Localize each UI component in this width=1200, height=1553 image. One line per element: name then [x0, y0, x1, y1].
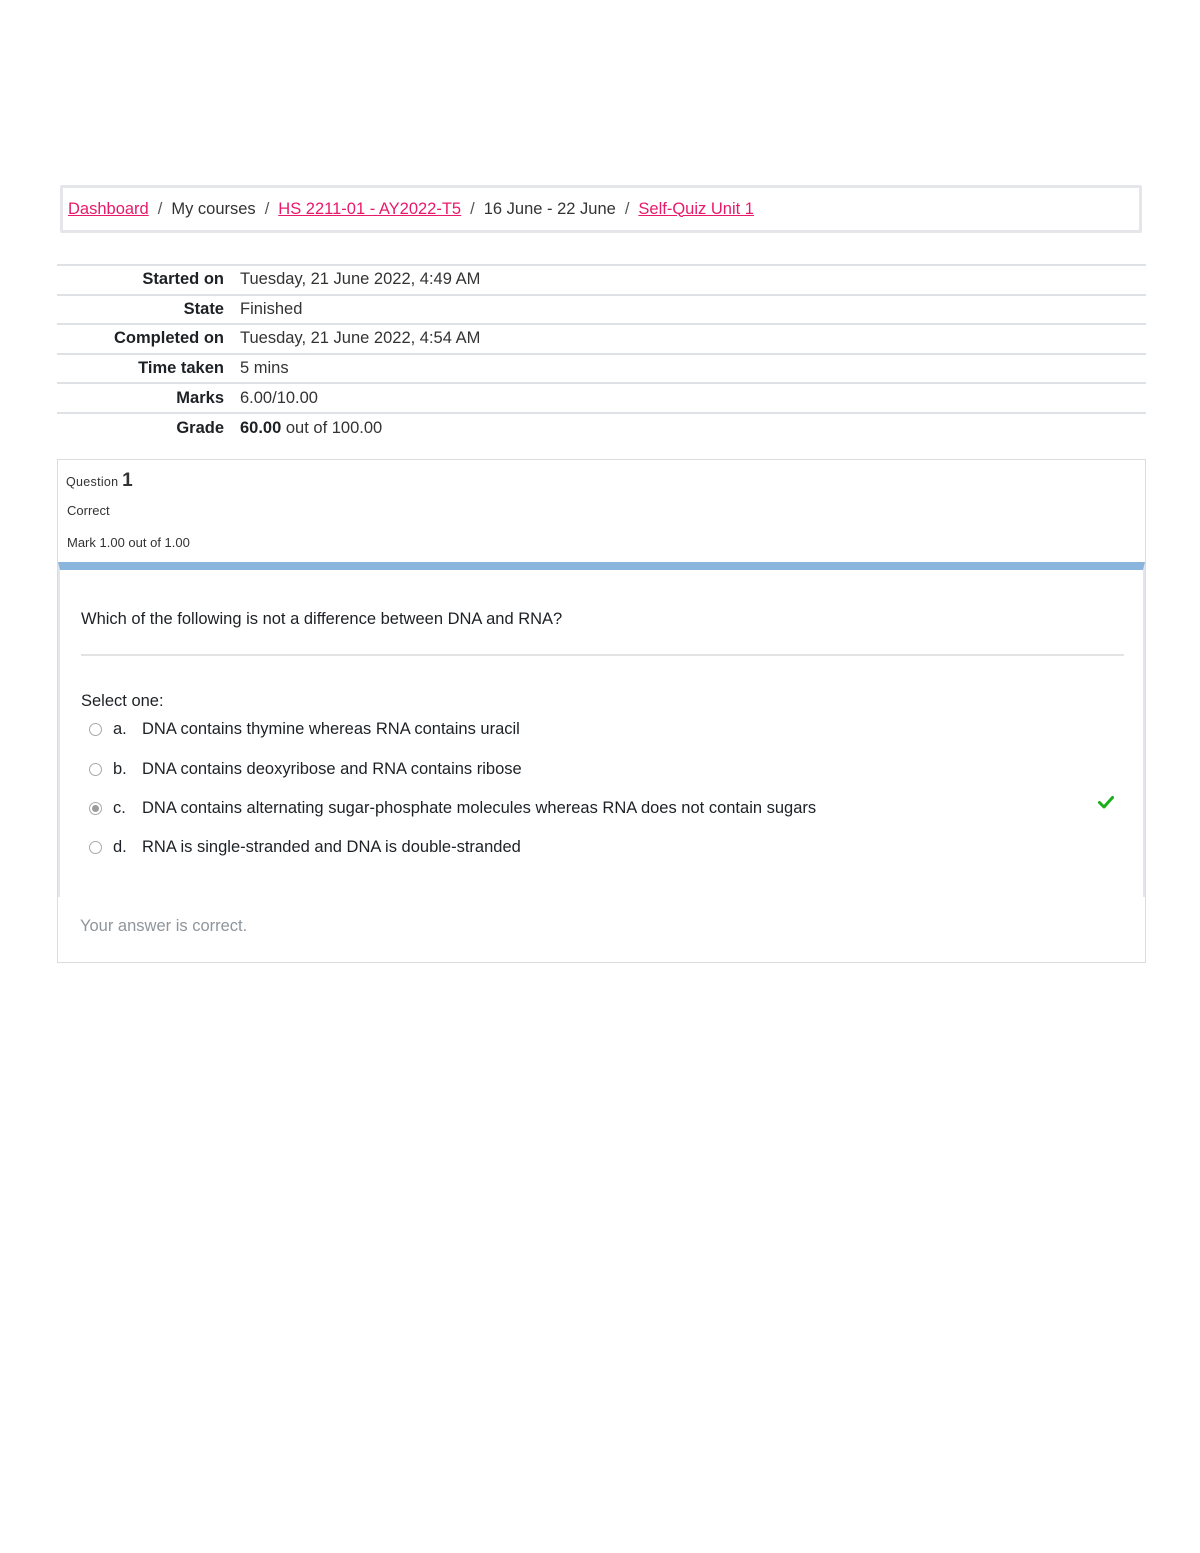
- question-text: Which of the following is not a difference between DNA and RNA?: [81, 610, 563, 628]
- answer-radio[interactable]: [89, 841, 102, 854]
- answer-text: DNA contains alternating sugar-phosphate molecules whereas RNA does not contain sugars: [142, 799, 817, 817]
- question-state: Correct: [67, 503, 110, 518]
- feedback-text: Your answer is correct.: [80, 917, 248, 935]
- answer-option-d[interactable]: [89, 838, 521, 857]
- answer-option-c[interactable]: [89, 799, 816, 818]
- answer-option-b[interactable]: [89, 760, 522, 779]
- breadcrumb-dashboard-link[interactable]: Dashboard: [68, 199, 149, 218]
- attempt-summary-table: [57, 264, 1146, 443]
- breadcrumb-section: 16 June - 22 June: [483, 199, 616, 218]
- answer-letter: b.: [113, 760, 127, 778]
- grade-out-of: out of 100.00: [281, 418, 383, 437]
- summary-value: [240, 413, 1146, 443]
- summary-value: Tuesday, 21 June 2022, 4:49 AM: [240, 270, 481, 289]
- breadcrumb: [60, 185, 1142, 233]
- question-formulation: [58, 562, 1145, 897]
- answer-text: DNA contains thymine whereas RNA contains uracil: [142, 720, 520, 738]
- summary-label: Started on: [142, 270, 224, 289]
- question-label: Question: [66, 475, 119, 489]
- summary-row-marks: [57, 383, 1146, 413]
- summary-label: Grade: [176, 418, 224, 437]
- summary-label: Completed on: [114, 329, 224, 348]
- answer-text: DNA contains deoxyribose and RNA contains ribose: [142, 760, 522, 778]
- summary-row-grade: [57, 413, 1146, 443]
- summary-value: Finished: [240, 299, 303, 318]
- question-grade: Mark 1.00 out of 1.00: [67, 535, 190, 550]
- summary-row-started: [57, 265, 1146, 295]
- question-number: [66, 470, 133, 492]
- check-icon: [1098, 795, 1114, 809]
- answer-letter: d.: [113, 838, 127, 856]
- summary-label: State: [183, 299, 224, 318]
- grade-value: 60.00: [240, 418, 282, 437]
- answer-letter: c.: [113, 799, 126, 817]
- summary-row-state: [57, 295, 1146, 325]
- answer-option-a[interactable]: [89, 720, 520, 739]
- breadcrumb-course-link[interactable]: HS 2211-01 - AY2022-T5: [278, 199, 462, 218]
- divider: [81, 654, 1124, 656]
- summary-value: Tuesday, 21 June 2022, 4:54 AM: [240, 329, 481, 348]
- feedback-area: [58, 897, 1145, 962]
- breadcrumb-separator: /: [157, 199, 163, 218]
- summary-value: 6.00/10.00: [240, 388, 318, 407]
- answer-radio[interactable]: [89, 723, 102, 736]
- breadcrumb-my-courses: My courses: [171, 199, 256, 218]
- breadcrumb-separator: /: [470, 199, 475, 218]
- answer-text: RNA is single-stranded and DNA is double-stranded: [142, 838, 521, 856]
- summary-label: Time taken: [138, 359, 224, 378]
- answer-radio-selected[interactable]: [89, 802, 102, 815]
- answer-radio[interactable]: [89, 763, 102, 776]
- summary-row-time-taken: [57, 354, 1146, 384]
- question-card: [57, 459, 1146, 963]
- answer-letter: a.: [113, 720, 127, 738]
- select-one-prompt: Select one:: [81, 692, 164, 710]
- summary-row-completed: [57, 324, 1146, 354]
- summary-value: 5 mins: [240, 359, 289, 378]
- question-number-value: 1: [122, 470, 133, 491]
- breadcrumb-separator: /: [264, 199, 270, 218]
- breadcrumb-separator: /: [624, 199, 630, 218]
- breadcrumb-quiz-link[interactable]: Self-Quiz Unit 1: [638, 199, 754, 218]
- summary-label: Marks: [176, 388, 224, 407]
